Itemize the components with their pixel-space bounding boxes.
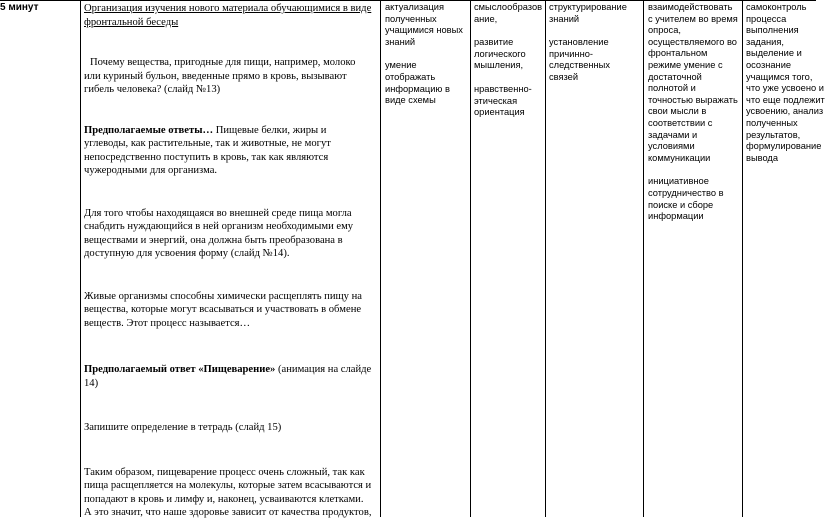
paragraph-4: Запишите определение в тетрадь (слайд 15) <box>84 422 282 433</box>
expected-answer-2-label: Предполагаемый ответ «Пищеварение» <box>84 364 276 375</box>
paragraph-3: Живые организмы способны химически расщеплять пищу на вещества, которые могут всасываться и участвовать в обмене веществ. Этот процесс называется… <box>84 290 362 329</box>
communicative-skills-cell <box>648 2 738 223</box>
goal-text-1: актуализация полученных учащимися новых знаний <box>385 2 463 47</box>
personal-skill-3: нравственно-этическая ориентация <box>474 83 532 118</box>
column-divider <box>643 0 644 517</box>
regulatory-skills-cell <box>746 2 826 164</box>
stage-heading: Организация изучения нового материала обучающимися в виде фронтальной беседы <box>84 3 372 28</box>
table-top-border <box>0 0 816 1</box>
cognitive-skill-2: установление причинно-следственных связей <box>549 37 610 82</box>
activity-cell <box>84 2 372 520</box>
expected-answer-2-text: (анимация на слайде 14) <box>84 364 372 389</box>
paragraph-5: Таким образом, пищеварение процесс очень сложный, так как пища расщепляется на молекулы, которые затем всасываются и попадают в кровь и лимфу и, наконец, усваиваются клетками. А это значит, что наше здоровье зависит от качества продуктов, <box>84 466 372 518</box>
time-label: 5 минут <box>0 2 39 13</box>
column-divider <box>80 0 81 517</box>
communicative-skill-2: инициативное сотрудничество в поиске и сборе информации <box>648 176 724 222</box>
column-divider <box>742 0 743 517</box>
personal-skill-2: развитие логического мышления, <box>474 37 526 71</box>
cognitive-skills-cell <box>549 2 629 84</box>
personal-skills-cell <box>474 2 552 119</box>
expected-answer-1 <box>84 124 372 178</box>
regulatory-skill-2: выделение и осознание учащимся того, что уже усвоено и что еще подлежит усвоению, анализ полученных результатов, формулирование вывода <box>746 48 825 163</box>
column-divider <box>470 0 471 517</box>
expected-answer-2 <box>84 363 372 390</box>
time-cell <box>0 2 75 13</box>
paragraph-2: Для того чтобы находящаяся во внешней среде пища могла снабдить нуждающийся в ней организм необходимыми ему веществами и энергий, она должна быть преобразована в доступную для усвоения форму (слайд №14). <box>84 207 354 259</box>
goals-cell <box>385 2 465 107</box>
communicative-skill-1: взаимодействовать с учителем во время опроса, осуществляемого во фронтальном режиме умение с достаточной полнотой и точностью выражать свои мысли в соответствии с задачами и условиями коммуникации <box>648 2 738 163</box>
personal-skill-1: смыслообразов ание, <box>474 2 543 24</box>
question-text: Почему вещества, пригодные для пищи, например, молоко или куриный бульон, введенные прямо в кровь, вызывают гибель человека? (слайд №13) <box>84 57 356 95</box>
regulatory-skill-1: самоконтроль процесса выполнения задания, <box>746 2 807 47</box>
cognitive-skill-1: структурирование знаний <box>549 2 627 24</box>
column-divider <box>380 0 381 517</box>
goal-text-2: умение отображать информацию в виде схемы <box>385 60 450 106</box>
expected-answer-1-label: Предполагаемые ответы… <box>84 124 214 136</box>
expected-answer-1-text: Пищевые белки, жиры и углеводы, как растительные, так и животные, не могут непосредственно поступить в кровь, так как являются чужеродными для организма. <box>84 124 331 176</box>
